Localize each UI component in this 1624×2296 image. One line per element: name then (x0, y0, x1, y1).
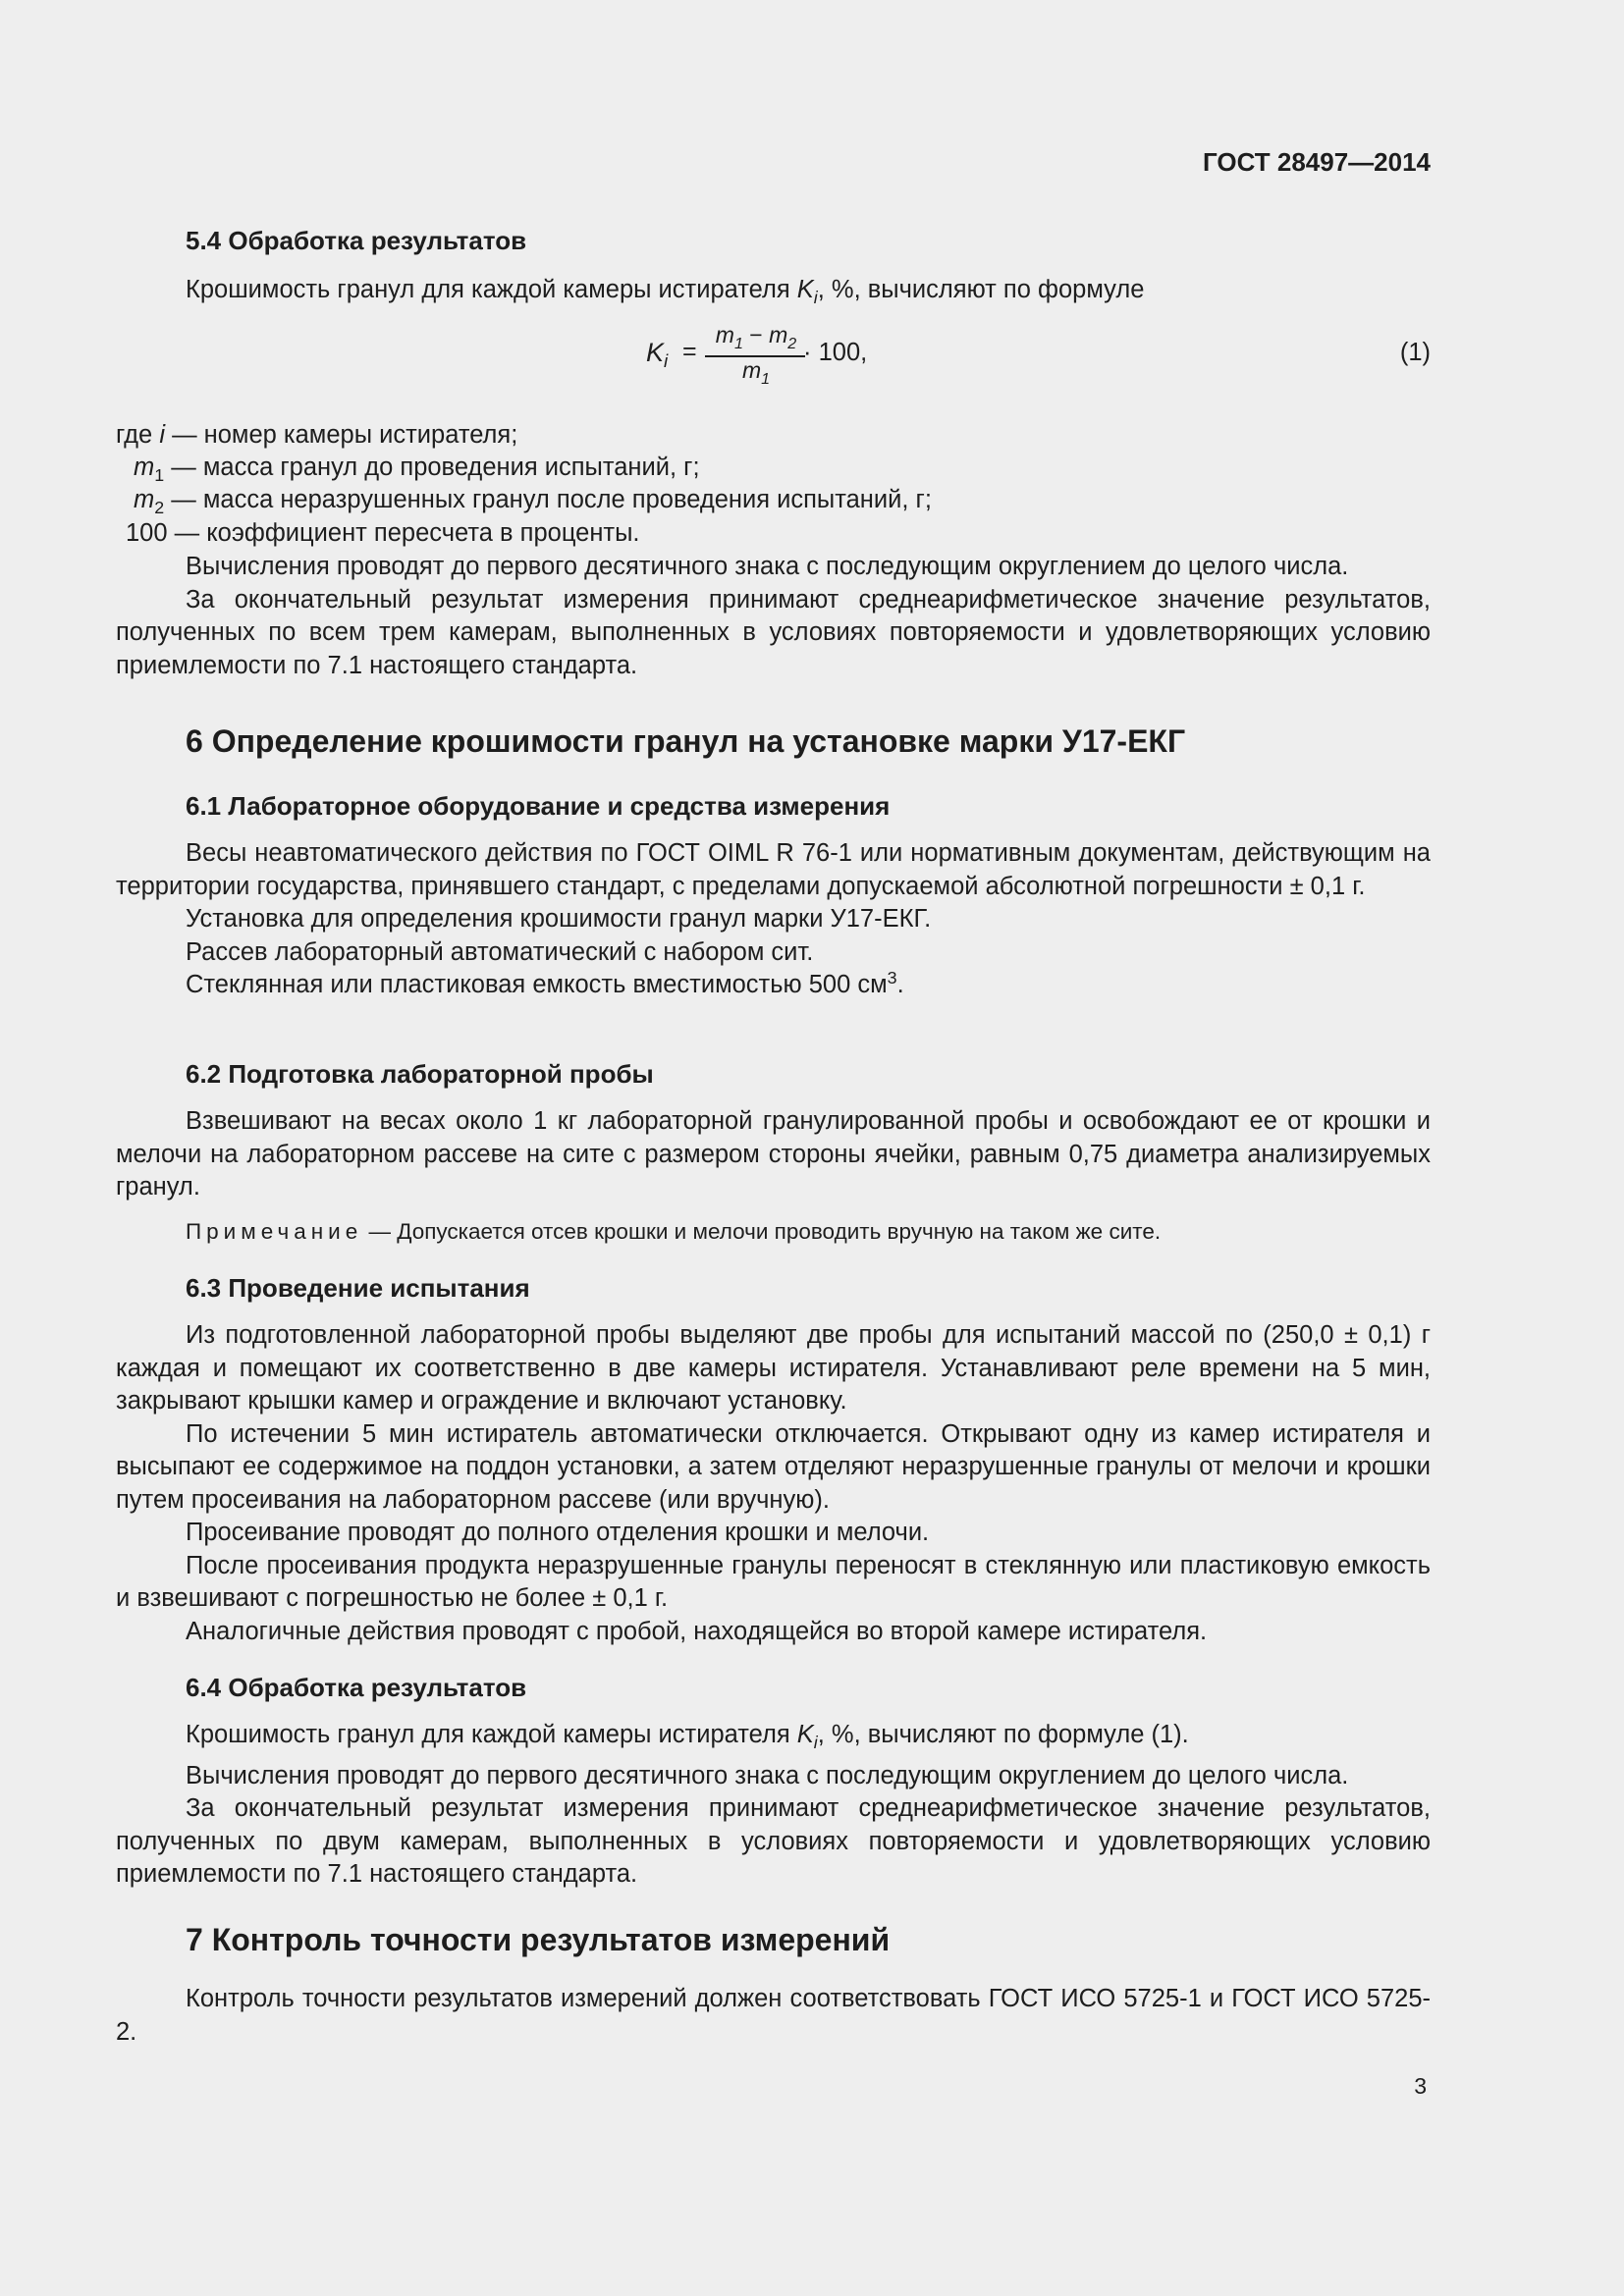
paragraph: Установка для определения крошимости гранул марки У17-ЕКГ. (186, 905, 932, 933)
section-6-3-body (116, 1319, 1431, 1648)
section-7-body (116, 1983, 1431, 2049)
section-6-title: 6 Определение крошимости гранул на установке марки У17-ЕКГ (186, 723, 1186, 759)
paragraph: Из подготовленной лабораторной пробы выделяют две пробы для испытаний массой по (250,0 ± 0,1) г каждая и помещают их соответственно в две камеры истирателя. Устанавливают реле времени на 5 мин, закрывают крышки камер и ограждение и включают установку. (116, 1321, 1431, 1415)
paragraph: После просеивания продукта неразрушенные гранулы переносят в стеклянную или пластиковую емкость и взвешивают с погрешностью не более ± 0,1 г. (116, 1551, 1431, 1612)
paragraph: По истечении 5 мин истиратель автоматически отключается. Открывают одну из камер истирателя и высыпают ее содержимое на поддон установки, а затем отделяют неразрушенные гранулы от мелочи и крошки путем просеивания на лабораторном рассеве (или вручную). (116, 1419, 1431, 1514)
note-label: Примечание (186, 1219, 363, 1244)
section-6-1-body (116, 837, 1431, 1002)
where-item-m1: $m_1$ — масса гранул до проведения испытаний, г; (134, 454, 700, 485)
paragraph: Крошимость гранул для каждой камеры истирателя $K_i$, %, вычисляют по формуле (1). (186, 1721, 1189, 1752)
formula-lhs: $K_i$ (646, 338, 669, 372)
section-7-title: 7 Контроль точности результатов измерений (186, 1922, 891, 1957)
section-6-2-body (116, 1105, 1431, 1204)
formula-number: (1) (1399, 339, 1431, 366)
section-5-4-intro: Крошимость гранул для каждой камеры истирателя $K_i$, %, вычисляют по формуле (186, 276, 1145, 307)
paragraph: Вычисления проводят до первого десятичного знака с последующим округлением до целого числа. (186, 553, 1349, 580)
paragraph: Просеивание проводят до полного отделения крошки и мелочи. (186, 1519, 930, 1546)
paragraph: Вычисления проводят до первого десятичного знака с последующим округлением до целого числа. (186, 1761, 1349, 1789)
note (186, 1219, 1161, 1245)
paragraph: За окончательный результат измерения принимают среднеарифметическое значение результатов, полученных по двум камерам, выполненных в условиях повторяемости и удовлетворяющих условию приемлемости по 7.1 настоящего стандарта. (116, 1794, 1431, 1888)
section-5-4-title: 5.4 Обработка результатов (186, 226, 527, 255)
formula-denominator: $m_1$ (741, 357, 771, 388)
section-6-1-title: 6.1 Лабораторное оборудование и средства измерения (186, 791, 891, 821)
paragraph: Стеклянная или пластиковая емкость вместимостью 500 $см^3$. (186, 968, 904, 998)
section-5-4-body (116, 551, 1431, 682)
section-6-3-title: 6.3 Проведение испытания (186, 1273, 530, 1303)
where-item-i: где i — номер камеры истирателя; (116, 421, 518, 449)
section-6-4-body (116, 1719, 1431, 1892)
paragraph: За окончательный результат измерения принимают среднеарифметическое значение результатов, полученных по всем трем камерам, выполненных в условиях повторяемости и удовлетворяющих условию приемлемости по 7.1 настоящего стандарта. (116, 585, 1431, 679)
paragraph: Взвешивают на весах около 1 кг лабораторной гранулированной пробы и освобождают ее от крошки и мелочи на лабораторном рассеве на сите с размером стороны ячейки, равным 0,75 диаметра анализируемых гранул. (116, 1107, 1431, 1201)
page-number: 3 (1414, 2073, 1427, 2099)
formula-equals: = (682, 338, 697, 365)
formula-numerator: $m_1 - m_2$ (715, 322, 797, 352)
where-item-100: 100 — коэффициент пересчета в проценты. (126, 519, 640, 547)
formula-multiplier: · 100, (803, 339, 868, 366)
note-text: — Допускается отсев крошки и мелочи проводить вручную на таком же сите. (362, 1219, 1162, 1244)
paragraph: Рассев лабораторный автоматический с набором сит. (186, 937, 814, 966)
where-item-m2: $m_2$ — масса неразрушенных гранул после проведения испытаний, г; (134, 486, 932, 517)
section-6-2-title: 6.2 Подготовка лабораторной пробы (186, 1059, 654, 1089)
paragraph: Весы неавтоматического действия по ГОСТ OIML R 76-1 или нормативным документам, действующим на территории государства, принявшего стандарт, с пределами допускаемой абсолютной погрешности ± 0,1 г. (116, 839, 1431, 900)
paragraph: Аналогичные действия проводят с пробой, находящейся во второй камере истирателя. (186, 1617, 1208, 1645)
document-code: ГОСТ 28497—2014 (1203, 147, 1431, 177)
section-6-4-title: 6.4 Обработка результатов (186, 1673, 527, 1702)
paragraph: Контроль точности результатов измерений должен соответствовать ГОСТ ИСО 5725-1 и ГОСТ ИСО 5725-2. (116, 1985, 1431, 2046)
